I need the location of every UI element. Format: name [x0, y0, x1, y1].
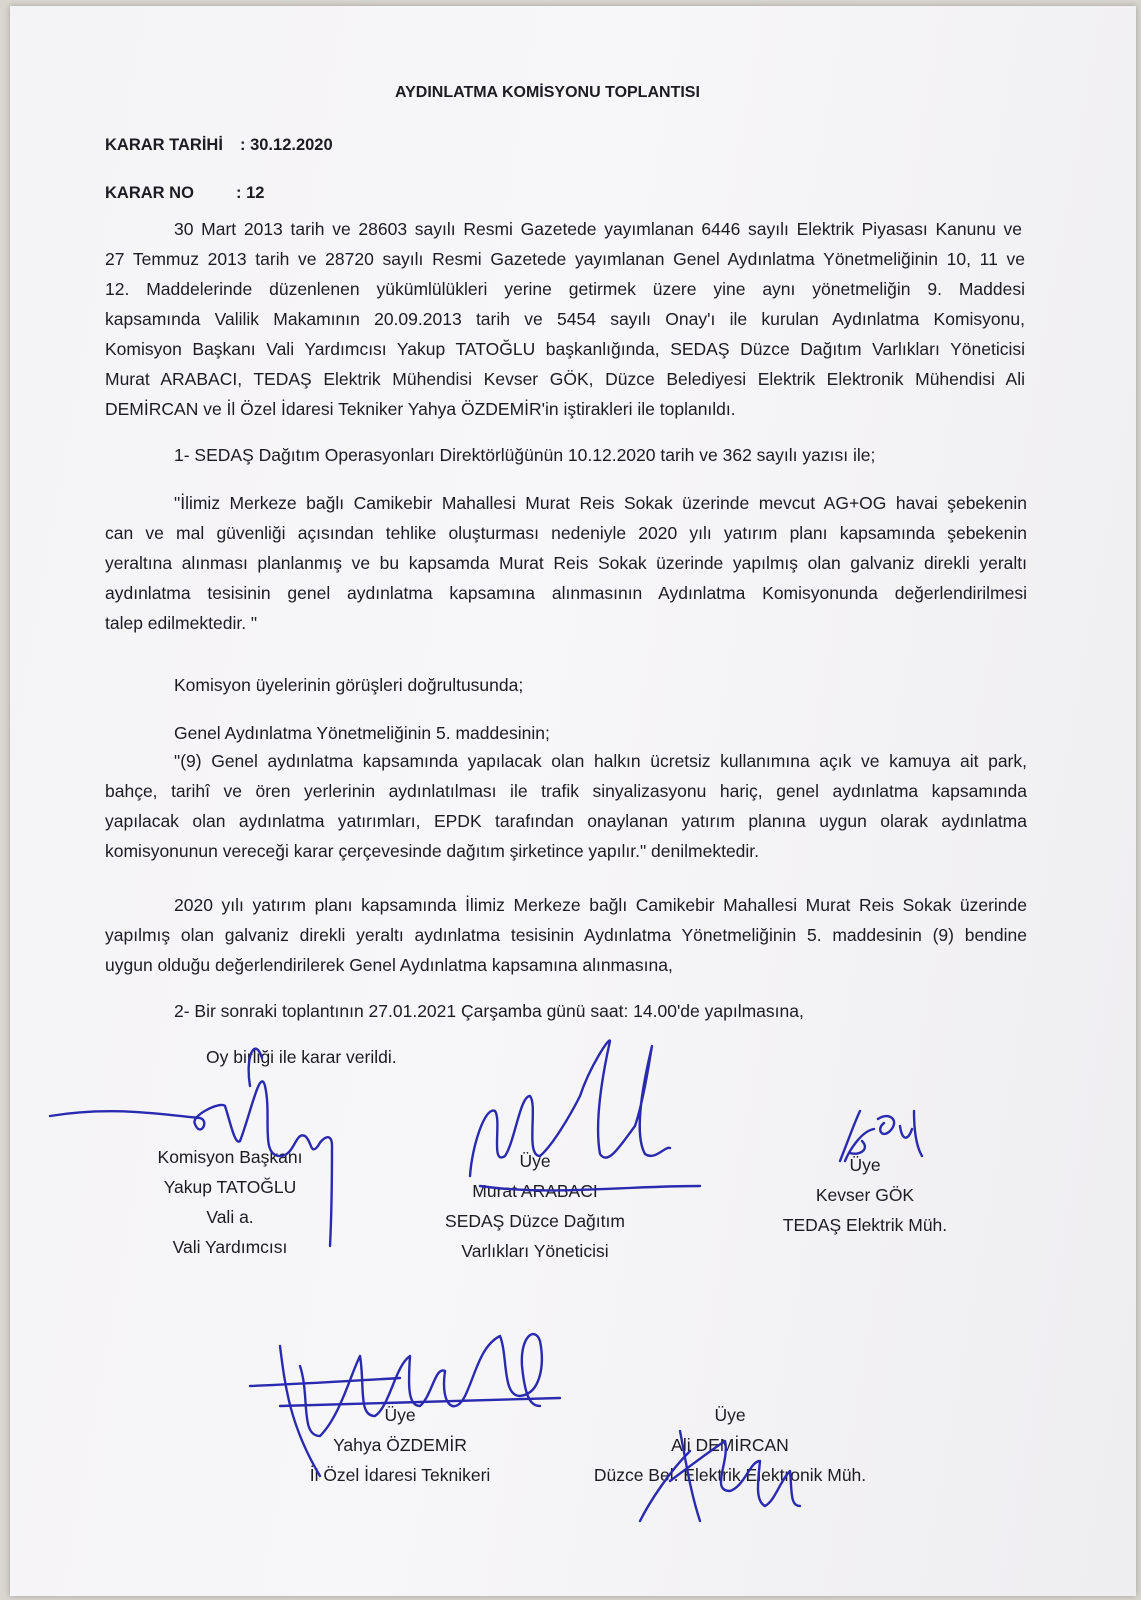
gok-line3: TEDAŞ Elektrik Müh. [782, 1215, 948, 1235]
quote2-line-4: komisyonunun vereceği karar çerçevesinde dağıtım şirketince yapılır." denilmektedir. [105, 841, 760, 861]
ozdemir-name: Yahya ÖZDEMİR [333, 1435, 467, 1455]
demircan-role: Üye [714, 1405, 746, 1425]
oybirligi-line: Oy birliği ile karar verildi. [206, 1047, 397, 1067]
baskan-name: Yakup TATOĞLU [163, 1177, 297, 1197]
ozdemir-role: Üye [384, 1405, 416, 1425]
quote1-line-3: yeraltına alınması planlanmış ve bu kapsamda Murat Reis Sokak üzerinde yapılmış olan galvaniz direkli yeraltı [105, 553, 1027, 573]
demircan-name: Ali DEMİRCAN [671, 1435, 789, 1455]
item-1: 1- SEDAŞ Dağıtım Operasyonları Direktörlüğünün 10.12.2020 tarih ve 362 sayılı yazısı ile; [174, 445, 876, 465]
karar-tarihi-value: : 30.12.2020 [240, 136, 333, 154]
gok-role: Üye [849, 1155, 881, 1175]
yonetmelik-line: Genel Aydınlatma Yönetmeliğinin 5. maddesinin; [174, 723, 550, 743]
arabaci-line4: Varlıkları Yöneticisi [461, 1241, 609, 1261]
baskan-role: Komisyon Başkanı [157, 1147, 303, 1167]
intro-line-4: kapsamında Valilik Makamının 20.09.2013 tarih ve 5454 sayılı Onay'ı ile kurulan Aydınlatma Komisyonu, [105, 309, 1025, 329]
quote1-line-5: talep edilmektedir. " [105, 613, 258, 633]
komisyon-line: Komisyon üyelerinin görüşleri doğrultusunda; [174, 675, 524, 695]
demircan-line3: Düzce Bel. Elektrik Elektronik Müh. [593, 1465, 867, 1485]
quote1-line-2: can ve mal güvenliği açısından tehlike oluşturması nedeniyle 2020 yılı yatırım planı kapsamında şebekenin [105, 523, 1027, 543]
document-title: AYDINLATMA KOMİSYONU TOPLANTISI [395, 84, 700, 101]
quote2-line-3: yapılacak olan aydınlatma yatırımları, EPDK tarafından onaylanan yatırım planına uygun olarak aydınlatma [105, 811, 1027, 831]
document-page [10, 6, 1136, 1596]
intro-line-7: DEMİRCAN ve İl Özel İdaresi Tekniker Yahya ÖZDEMİR'in iştirakleri ile toplanıldı. [105, 399, 736, 419]
decision-line-1: 2020 yılı yatırım planı kapsamında İlimiz Merkeze bağlı Camikebir Mahallesi Murat Reis Sokak üzerinde [174, 895, 1027, 915]
intro-line-1: 30 Mart 2013 tarih ve 28603 sayılı Resmi Gazetede yayımlanan 6446 sayılı Elektrik Piyasası Kanunu ve [174, 219, 1022, 239]
intro-line-3: 12. Maddelerinde düzenlenen yükümlülükleri yerine getirmek üzere yine aynı yönetmeliğin 9. Maddesi [105, 279, 1025, 299]
item-2: 2- Bir sonraki toplantının 27.01.2021 Çarşamba günü saat: 14.00'de yapılmasına, [174, 1001, 804, 1021]
decision-line-3: uygun olduğu değerlendirilerek Genel Aydınlatma kapsamına alınmasına, [105, 955, 673, 975]
karar-no-label: KARAR NO [105, 184, 194, 202]
baskan-line4: Vali Yardımcısı [172, 1237, 288, 1257]
arabaci-role: Üye [519, 1151, 551, 1171]
karar-no-value: : 12 [236, 184, 265, 202]
arabaci-line3: SEDAŞ Düzce Dağıtım [445, 1211, 625, 1231]
quote2-line-2: bahçe, tarihî ve ören yerlerinin aydınlatılması ile trafik sinyalizasyonu hariç, genel aydınlatma kapsamında [105, 781, 1027, 801]
gok-name: Kevser GÖK [815, 1185, 915, 1205]
arabaci-name: Murat ARABACI [472, 1181, 598, 1201]
quote1-line-1: "İlimiz Merkeze bağlı Camikebir Mahallesi Murat Reis Sokak üzerinde mevcut AG+OG havai şebekenin [174, 493, 1027, 513]
intro-line-2: 27 Temmuz 2013 tarih ve 28720 sayılı Resmi Gazetede yayımlanan Genel Aydınlatma Yönetmeliğinin 10, 11 ve [105, 249, 1025, 269]
karar-tarihi-label: KARAR TARİHİ [105, 136, 223, 154]
baskan-line3: Vali a. [206, 1207, 254, 1227]
quote1-line-4: aydınlatma tesisinin genel aydınlatma kapsamına alınmasının Aydınlatma Komisyonunda değerlendirilmesi [105, 583, 1027, 603]
quote2-line-1: "(9) Genel aydınlatma kapsamında yapılacak olan halkın ücretsiz kullanımına açık ve kamuya ait park, [174, 751, 1027, 771]
intro-line-5: Komisyon Başkanı Vali Yardımcısı Yakup TATOĞLU başkanlığında, SEDAŞ Düzce Dağıtım Varlıkları Yöneticisi [105, 339, 1025, 359]
ozdemir-line3: İl Özel İdaresi Teknikeri [309, 1465, 491, 1485]
intro-line-6: Murat ARABACI, TEDAŞ Elektrik Mühendisi Kevser GÖK, Düzce Belediyesi Elektrik Elektronik Mühendisi Ali [105, 369, 1025, 389]
decision-line-2: yapılmış olan galvaniz direkli yeraltı aydınlatma tesisinin Aydınlatma Yönetmeliğinin 5. maddesinin (9) bendine [105, 925, 1027, 945]
